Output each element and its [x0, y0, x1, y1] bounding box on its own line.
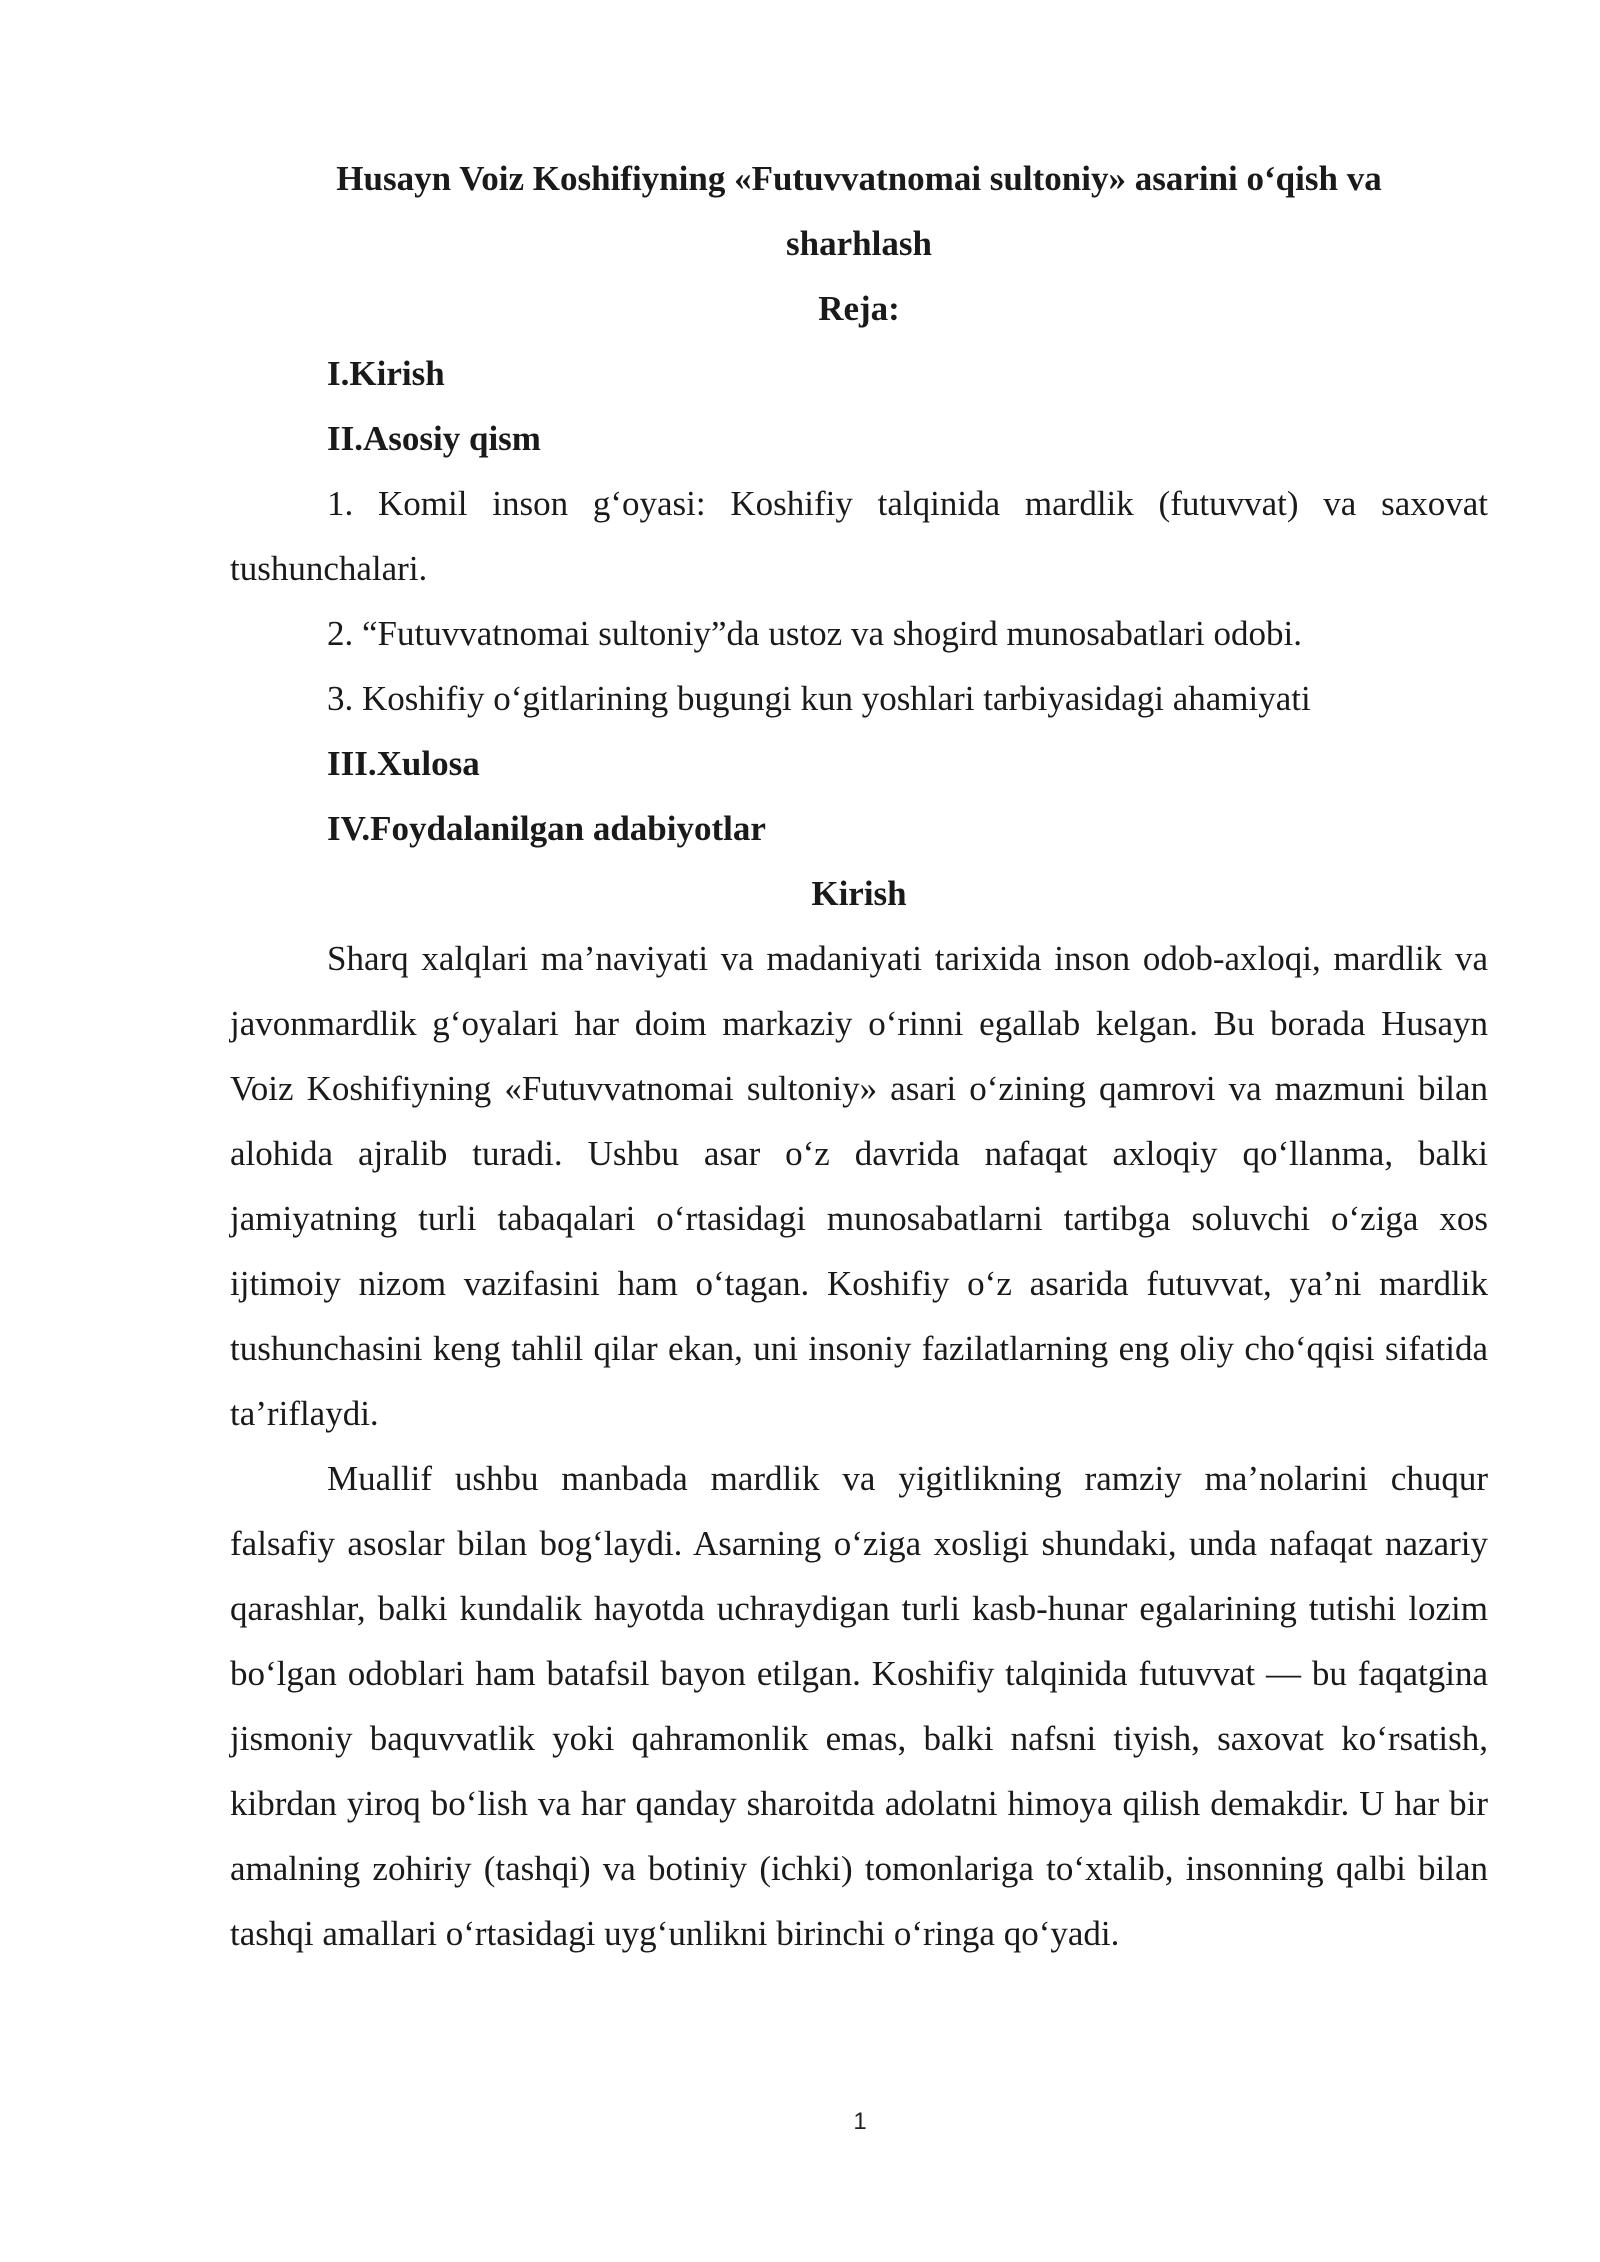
body-paragraph-1: Sharq xalqlari ma’naviyati va madaniyati tarixida inson odob-axloqi, mardlik va javonmardlik g‘oyalari har doim markaziy o‘rinni egallab kelgan. Bu borada Husayn Voiz Koshifiyning «Futuvvatnomai sultoniy» asari o‘zining qamrovi va mazmuni bilan alohida ajralib turadi. Ushbu asar o‘z davrida nafaqat axloqiy qo‘llanma, balki jamiyatning turli tabaqalari o‘rtasidagi munosabatlarni tartibga soluvchi o‘ziga xos ijtimoiy nizom vazifasini ham o‘tagan. Koshifiy o‘z asarida futuvvat, ya’ni mardlik tushunchasini keng tahlil qilar ekan, uni insoniy fazilatlarning eng oliy cho‘qqisi sifatida ta’riflaydi.	[230, 939, 1488, 1433]
section-heading-introduction: Kirish	[811, 874, 907, 913]
plan-item-references: IV.Foydalanilgan adabiyotlar	[327, 809, 766, 848]
document-title-line-2: sharhlash	[786, 224, 932, 263]
plan-heading: Reja:	[818, 289, 900, 328]
page-number: 1	[853, 2108, 867, 2135]
plan-subitem-3: 3. Koshifiy o‘gitlarining bugungi kun yoshlari tarbiyasidagi ahamiyati	[327, 679, 1311, 718]
plan-subitem-1: 1. Komil inson g‘oyasi: Koshifiy talqinida mardlik (futuvvat) va saxovat tushunchalari.	[230, 484, 1488, 588]
document-page	[230, 146, 1488, 1966]
plan-item-main-part: II.Asosiy qism	[327, 419, 541, 458]
plan-item-conclusion: III.Xulosa	[327, 744, 480, 783]
plan-item-introduction: I.Kirish	[327, 354, 445, 393]
body-paragraph-2: Muallif ushbu manbada mardlik va yigitlikning ramziy ma’nolarini chuqur falsafiy asoslar bilan bog‘laydi. Asarning o‘ziga xosligi shundaki, unda nafaqat nazariy qarashlar, balki kundalik hayotda uchraydigan turli kasb-hunar egalarining tutishi lozim bo‘lgan odoblari ham batafsil bayon etilgan. Koshifiy talqinida futuvvat — bu faqatgina jismoniy baquvvatlik yoki qahramonlik emas, balki nafsni tiyish, saxovat ko‘rsatish, kibrdan yiroq bo‘lish va har qanday sharoitda adolatni himoya qilish demakdir. U har bir amalning zohiriy (tashqi) va botiniy (ichki) tomonlariga to‘xtalib, insonning qalbi bilan tashqi amallari o‘rtasidagi uyg‘unlikni birinchi o‘ringa qo‘yadi.	[230, 1459, 1488, 1953]
plan-subitem-2: 2. “Futuvvatnomai sultoniy”da ustoz va shogird munosabatlari odobi.	[327, 614, 1302, 653]
document-title-line-1: Husayn Voiz Koshifiyning «Futuvvatnomai sultoniy» asarini o‘qish va	[336, 159, 1382, 198]
